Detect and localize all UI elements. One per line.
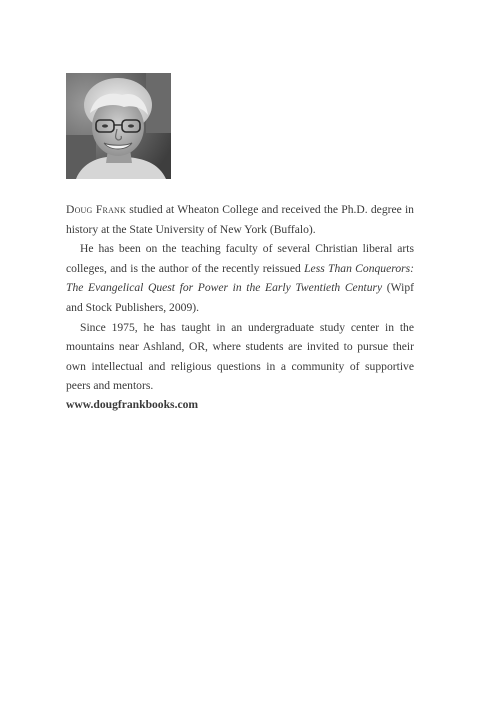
bio-teaching-text: He has been on the teaching faculty of several Christian liberal arts colleges, and is the author of the recently reissued xyxy=(66,242,414,275)
author-name: Doug Frank xyxy=(66,203,127,216)
website-link[interactable]: www.dougfrankbooks.com xyxy=(66,398,199,411)
bio-paragraph-study-center xyxy=(66,318,414,396)
author-photo xyxy=(66,73,171,179)
author-bio xyxy=(66,200,414,396)
bio-publisher-text: (Wipf and Stock Publishers, 2009). xyxy=(66,281,414,314)
bio-study-center-text: Since 1975, he has taught in an undergraduate study center in the mountains near Ashland, OR, where students are invited to pursue their own intellectual and religious questions in a community of supportive peers and mentors. xyxy=(66,320,414,393)
bio-education-text: studied at Wheaton College and received the Ph.D. degree in history at the State University of New York (Buffalo). xyxy=(66,203,414,236)
bio-paragraph-education xyxy=(66,200,414,239)
book-title: Less Than Conquerors: The Evangelical Quest for Power in the Early Twentieth Century xyxy=(66,261,414,295)
bio-paragraph-teaching xyxy=(66,239,414,317)
